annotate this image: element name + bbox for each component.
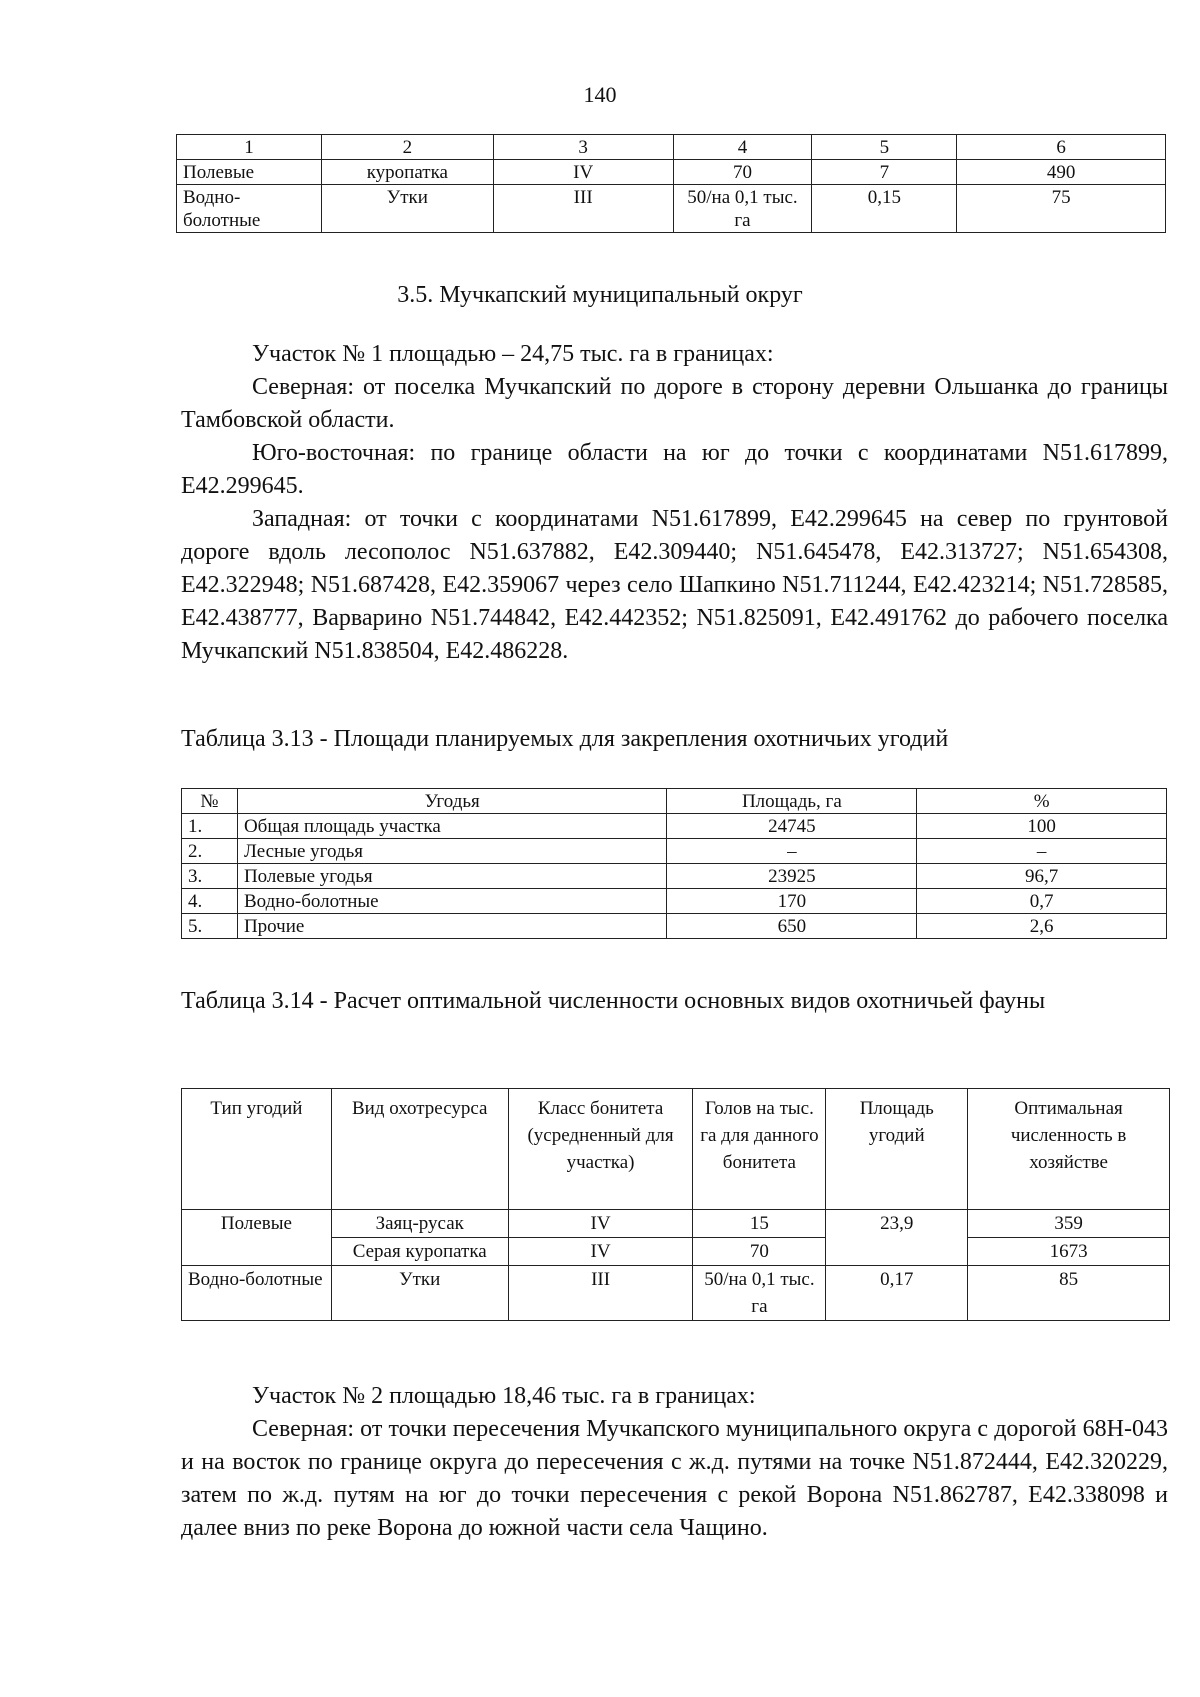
table-cell: 50/на 0,1 тыс. га (693, 1266, 826, 1321)
table-cell: III (508, 1266, 693, 1321)
table-cell: Заяц-русак (331, 1210, 508, 1238)
table-cell: 70 (673, 160, 812, 185)
table-cell: 3. (182, 864, 238, 889)
table-row (182, 1210, 1170, 1238)
table-cell: Утки (321, 185, 493, 233)
header-cell: Вид охотресурса (331, 1089, 508, 1210)
header-cell: Оптимальная численность в хозяйстве (968, 1089, 1170, 1210)
table-314 (181, 1088, 1170, 1321)
table-cell: IV (508, 1210, 693, 1238)
table-cell: – (667, 839, 917, 864)
table-row (182, 814, 1167, 839)
table-header-row (177, 135, 1166, 160)
table-cell: 2,6 (917, 914, 1167, 939)
table-cell: 0,17 (826, 1266, 968, 1321)
table-row (182, 864, 1167, 889)
header-cell: № (182, 789, 238, 814)
plot1-north-boundary: Северная: от поселка Мучкапский по дороге в сторону деревни Ольшанка до границы Тамбовской области. (181, 374, 1168, 433)
header-cell: Площадь угодий (826, 1089, 968, 1210)
table-cell: 0,7 (917, 889, 1167, 914)
plot1-description (181, 338, 1168, 668)
table-cell: Водно-болотные (177, 185, 322, 233)
header-cell: Класс бонитета (усредненный для участка) (508, 1089, 693, 1210)
plot1-title: Участок № 1 площадью – 24,75 тыс. га в границах: (252, 341, 774, 367)
table-cell: – (917, 839, 1167, 864)
header-cell: Голов на тыс. га для данного бонитета (693, 1089, 826, 1210)
table-cell: Водно-болотные (237, 889, 667, 914)
table-cell: 96,7 (917, 864, 1167, 889)
header-cell: % (917, 789, 1167, 814)
plot2-title: Участок № 2 площадью 18,46 тыс. га в границах: (252, 1383, 756, 1409)
table-313 (181, 788, 1167, 939)
table-cell: 359 (968, 1210, 1170, 1238)
continued-table (176, 134, 1166, 233)
table-header-row (182, 789, 1167, 814)
plot1-southeast-boundary: Юго-восточная: по границе области на юг до точки с координатами N51.617899, E42.299645. (181, 440, 1168, 499)
table-cell: 100 (917, 814, 1167, 839)
table-row (182, 1266, 1170, 1321)
header-cell: Тип угодий (182, 1089, 332, 1210)
table-cell: 2. (182, 839, 238, 864)
table-cell: 1. (182, 814, 238, 839)
plot2-north-boundary: Северная: от точки пересечения Мучкапского муниципального округа с дорогой 68Н-043 и на восток по границе округа до пересечения с ж.д. путями на точке N51.872444, E42.320229, затем по ж.д. путям на юг до точки пересечения с рекой Ворона N51.862787, E42.338098 и далее вниз по реке Ворона до южной части села Чащино. (181, 1416, 1168, 1541)
section-heading: 3.5. Мучкапский муниципальный округ (397, 282, 803, 308)
table-cell: IV (508, 1238, 693, 1266)
header-cell: 6 (957, 135, 1166, 160)
table-cell: 7 (812, 160, 957, 185)
table-row (177, 185, 1166, 233)
table-cell: 23,9 (826, 1210, 968, 1266)
table-314-caption: Таблица 3.14 - Расчет оптимальной численности основных видов охотничьей фауны (181, 988, 1046, 1014)
plot2-description (181, 1380, 1168, 1545)
table-cell: 85 (968, 1266, 1170, 1321)
header-cell: 1 (177, 135, 322, 160)
table-cell: 170 (667, 889, 917, 914)
table-cell: Полевые угодья (237, 864, 667, 889)
table-cell: 490 (957, 160, 1166, 185)
table-313-caption: Таблица 3.13 - Площади планируемых для закрепления охотничьих угодий (181, 726, 949, 752)
table-cell: Прочие (237, 914, 667, 939)
table-cell: IV (493, 160, 673, 185)
table-cell: Лесные угодья (237, 839, 667, 864)
table-cell: 70 (693, 1238, 826, 1266)
table-cell: III (493, 185, 673, 233)
table-cell: 650 (667, 914, 917, 939)
table-cell: 15 (693, 1210, 826, 1238)
header-cell: Угодья (237, 789, 667, 814)
table-cell: куропатка (321, 160, 493, 185)
header-cell: 5 (812, 135, 957, 160)
table-row (177, 160, 1166, 185)
table-cell: 23925 (667, 864, 917, 889)
table-cell: 75 (957, 185, 1166, 233)
table-row (182, 889, 1167, 914)
table-cell: 5. (182, 914, 238, 939)
table-header-row (182, 1089, 1170, 1210)
table-cell: Общая площадь участка (237, 814, 667, 839)
table-cell: Полевые (182, 1210, 332, 1266)
table-cell: Серая куропатка (331, 1238, 508, 1266)
page-number: 140 (583, 82, 617, 107)
table-cell: 24745 (667, 814, 917, 839)
table-row (182, 914, 1167, 939)
table-cell: Утки (331, 1266, 508, 1321)
table-cell: 0,15 (812, 185, 957, 233)
table-cell: Полевые (177, 160, 322, 185)
table-cell: 50/на 0,1 тыс. га (673, 185, 812, 233)
header-cell: 2 (321, 135, 493, 160)
table-cell: 1673 (968, 1238, 1170, 1266)
table-row (182, 839, 1167, 864)
header-cell: 3 (493, 135, 673, 160)
header-cell: 4 (673, 135, 812, 160)
table-cell: 4. (182, 889, 238, 914)
header-cell: Площадь, га (667, 789, 917, 814)
plot1-west-boundary: Западная: от точки с координатами N51.617899, E42.299645 на север по грунтовой дороге вдоль лесополос N51.637882, E42.309440; N51.645478, E42.313727; N51.654308, E42.322948; N51.687428, E42.359067 через село Шапкино N51.711244, E42.423214; N51.728585, E42.438777, Варварино N51.744842, E42.442352; N51.825091, E42.491762 до рабочего поселка Мучкапский N51.838504, E42.486228. (181, 506, 1168, 664)
table-cell: Водно-болотные (182, 1266, 332, 1321)
